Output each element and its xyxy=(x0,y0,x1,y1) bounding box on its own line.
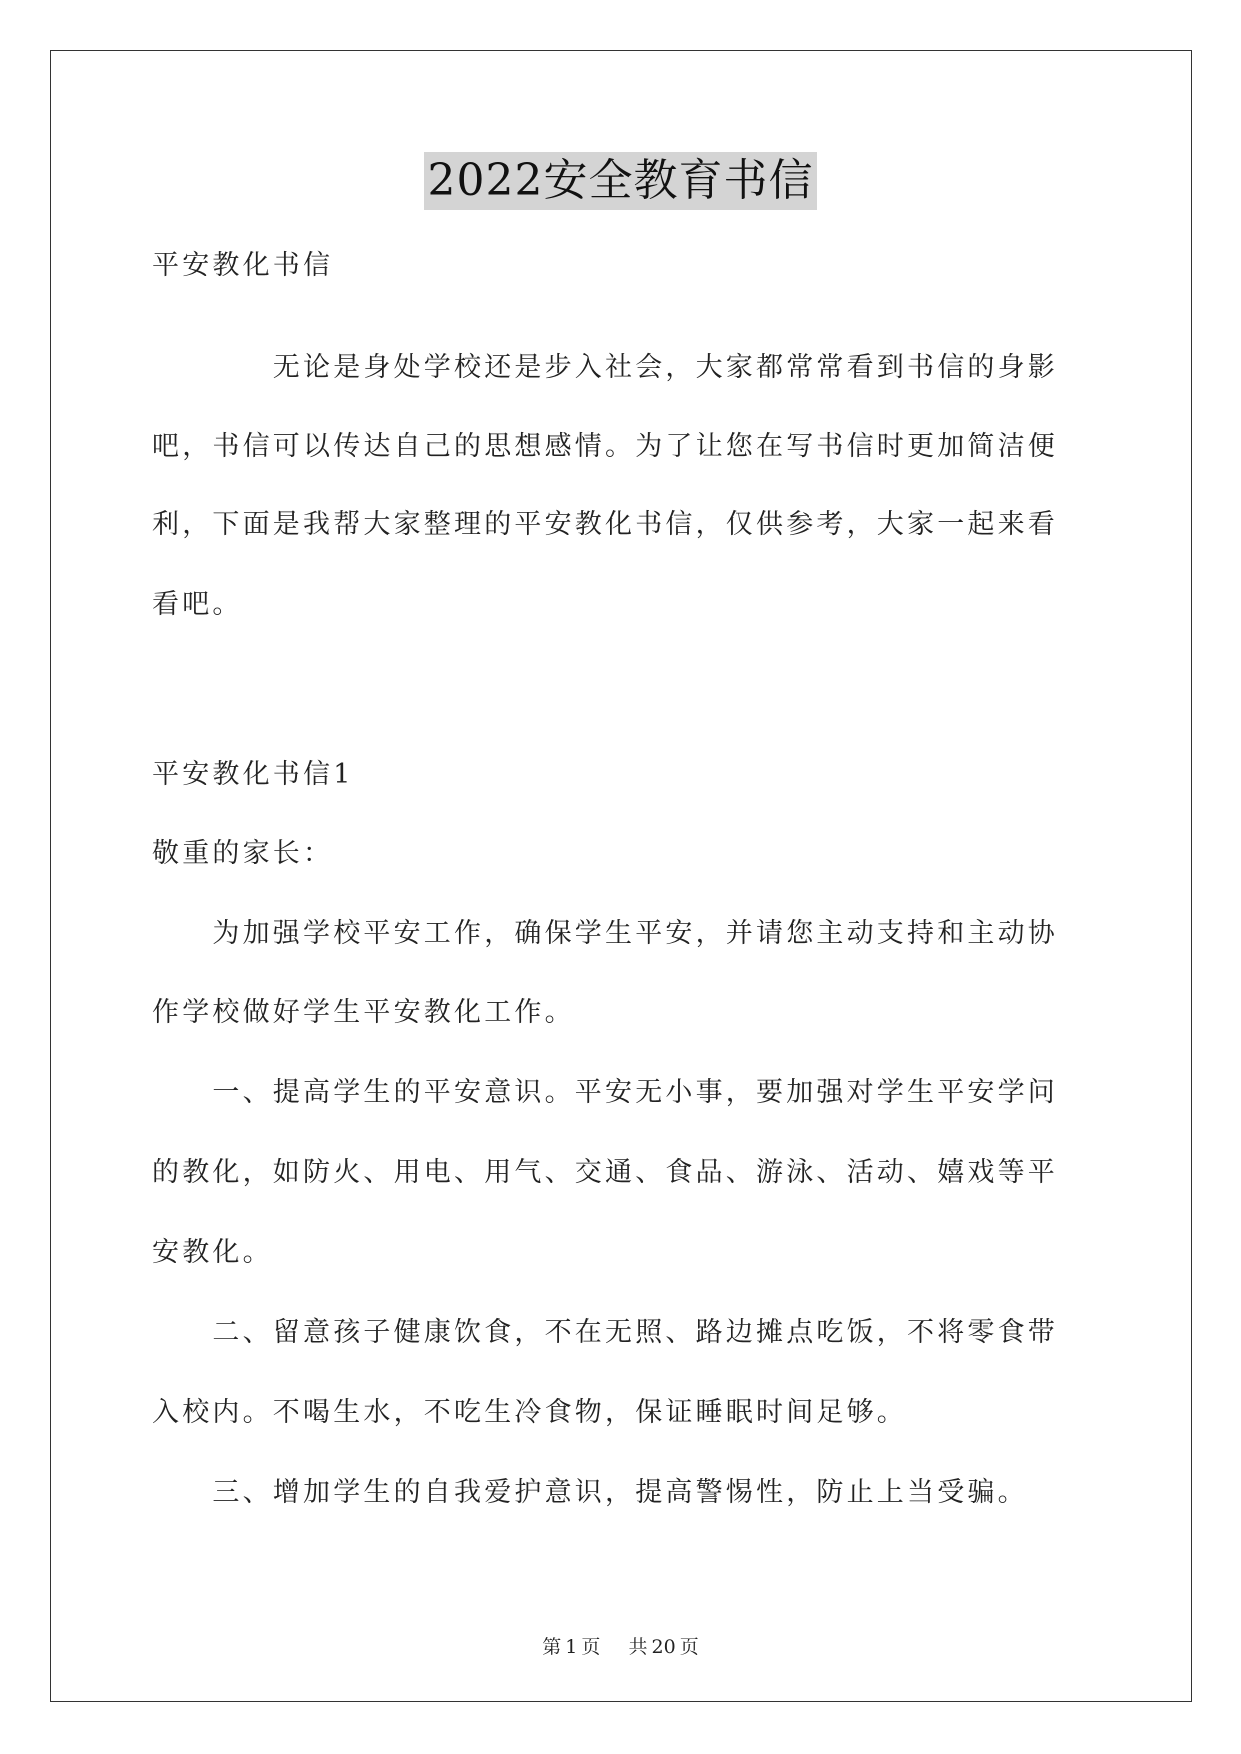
paragraph-line: 二、留意孩子健康饮食，不在无照、路边摊点吃饭，不将零食带 xyxy=(152,1317,1058,1348)
salutation: 敬重的家长： xyxy=(152,838,334,869)
page-border xyxy=(50,50,1192,1702)
heading-line: 平安教化书信 xyxy=(152,250,334,281)
page-prefix: 第 xyxy=(542,1636,562,1658)
paragraph-line: 吧，书信可以传达自己的思想感情。为了让您在写书信时更加简洁便 xyxy=(152,431,1058,462)
page-suffix: 页 xyxy=(581,1636,601,1658)
paragraph-line: 三、增加学生的自我爱护意识，提高警惕性，防止上当受骗。 xyxy=(152,1477,1028,1508)
paragraph-line: 利，下面是我帮大家整理的平安教化书信，仅供参考，大家一起来看 xyxy=(152,509,1058,540)
section-heading: 平安教化书信1 xyxy=(152,759,354,790)
paragraph-line: 为加强学校平安工作，确保学生平安，并请您主动支持和主动协 xyxy=(152,918,1058,949)
paragraph-line: 作学校做好学生平安教化工作。 xyxy=(152,997,575,1028)
page-footer xyxy=(0,1632,1241,1659)
total-pages: 20 xyxy=(651,1636,676,1658)
paragraph-line: 安教化。 xyxy=(152,1237,273,1268)
paragraph-line: 入校内。不喝生水，不吃生冷食物，保证睡眠时间足够。 xyxy=(152,1397,907,1428)
total-suffix: 页 xyxy=(679,1636,699,1658)
paragraph-line: 无论是身处学校还是步入社会，大家都常常看到书信的身影 xyxy=(152,352,1058,383)
title-wrap xyxy=(0,152,1241,210)
paragraph-line: 的教化，如防火、用电、用气、交通、食品、游泳、活动、嬉戏等平 xyxy=(152,1157,1058,1188)
document-title: 2022安全教育书信 xyxy=(424,152,818,210)
page-number: 1 xyxy=(565,1636,578,1658)
paragraph-line: 看吧。 xyxy=(152,589,243,620)
total-prefix: 共 xyxy=(628,1636,648,1658)
paragraph-line: 一、提高学生的平安意识。平安无小事，要加强对学生平安学问 xyxy=(152,1077,1058,1108)
